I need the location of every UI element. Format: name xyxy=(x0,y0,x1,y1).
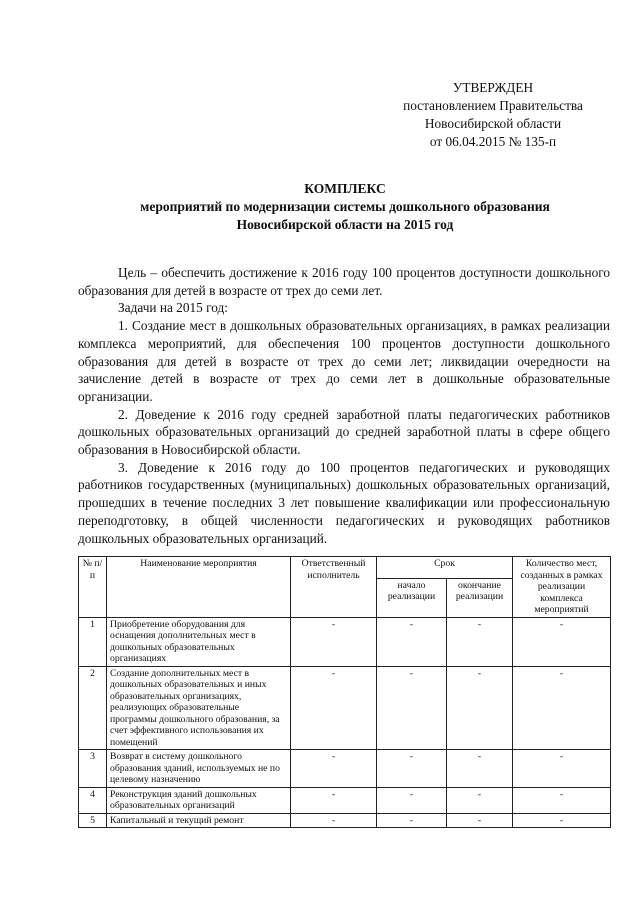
row-responsible: - xyxy=(291,750,377,788)
document-title xyxy=(60,180,630,234)
row-name: Возврат в систему дошкольного образования зданий, используемых не по целевому назначению xyxy=(107,750,291,788)
row-name: Реконструкция зданий дошкольных образовательных организаций xyxy=(107,787,291,813)
approval-stamp xyxy=(378,79,608,151)
approval-line: Новосибирской области xyxy=(424,116,562,131)
table-row xyxy=(79,750,611,788)
header-start: начало реализации xyxy=(377,578,447,617)
task-paragraph: 1. Создание мест в дошкольных образовательных организациях, в рамках реализации комплекса мероприятий, для обеспечения 100 процентов доступности дошкольного образования для детей в возрасте от трех до семи лет; ликвидации очередности на зачисление детей в возрасте от трех до семи лет в дошкольные образовательные организации. xyxy=(78,318,610,404)
approval-line: УТВЕРЖДЕН xyxy=(452,80,534,95)
row-count: - xyxy=(513,750,611,788)
row-end: - xyxy=(447,813,513,828)
row-responsible: - xyxy=(291,666,377,750)
row-name: Приобретение оборудования для оснащения дополнительных мест в дошкольных образовательных организациях xyxy=(107,617,291,666)
row-num: 4 xyxy=(79,787,107,813)
row-responsible: - xyxy=(291,617,377,666)
row-num: 5 xyxy=(79,813,107,828)
title-subtitle: мероприятий по модернизации системы дошкольного образования xyxy=(140,199,550,214)
row-count: - xyxy=(513,617,611,666)
row-num: 1 xyxy=(79,617,107,666)
row-start: - xyxy=(377,787,447,813)
table-row xyxy=(79,666,611,750)
task-paragraph: 2. Доведение к 2016 году средней заработной платы педагогических работников дошкольных образовательных организаций до средней заработной платы в сфере общего образования в Новосибирской области. xyxy=(78,406,610,458)
header-count: Количество мест, созданных в рамках реализации комплекса мероприятий xyxy=(513,557,611,618)
row-count: - xyxy=(513,666,611,750)
tasks-heading: Задачи на 2015 год: xyxy=(118,300,228,316)
row-end: - xyxy=(447,787,513,813)
row-end: - xyxy=(447,617,513,666)
row-start: - xyxy=(377,813,447,828)
document-body xyxy=(78,264,610,547)
goal-paragraph: Цель – обеспечить достижение к 2016 году 100 процентов доступности дошкольного образования для детей в возрасте от трех до семи лет. xyxy=(78,265,610,298)
task-paragraph: 3. Доведение к 2016 году до 100 процентов педагогических и руководящих работников государственных (муниципальных) дошкольных образовательных организаций, прошедших в течение последних 3 лет повышение квалификации или профессиональную переподготовку, в общей численности педагогических и руководящих работников дошкольных образовательных организаций. xyxy=(78,459,610,546)
row-responsible: - xyxy=(291,813,377,828)
row-responsible: - xyxy=(291,787,377,813)
row-end: - xyxy=(447,750,513,788)
header-responsible: Ответственный исполнитель xyxy=(291,557,377,618)
approval-line: постановлением Правительства xyxy=(403,98,583,113)
row-num: 2 xyxy=(79,666,107,750)
approval-line: от 06.04.2015 № 135-п xyxy=(429,134,557,149)
row-name: Создание дополнительных мест в дошкольных образовательных и иных образовательных организациях, реализующих образовательные программы дошкольного образования, за счет эффективного использования их помещений xyxy=(107,666,291,750)
row-count: - xyxy=(513,787,611,813)
table-header-row xyxy=(79,557,611,579)
row-num: 3 xyxy=(79,750,107,788)
header-name: Наименование мероприятия xyxy=(107,557,291,618)
header-num: № п/п xyxy=(79,557,107,618)
row-name: Капитальный и текущий ремонт xyxy=(107,813,291,828)
title-subtitle-2: Новосибирской области на 2015 год xyxy=(236,217,454,232)
table-row xyxy=(79,813,611,828)
row-start: - xyxy=(377,617,447,666)
table-row xyxy=(79,787,611,813)
row-start: - xyxy=(377,666,447,750)
row-end: - xyxy=(447,666,513,750)
header-end: окончание реализации xyxy=(447,578,513,617)
title-main: КОМПЛЕКС xyxy=(304,181,386,196)
row-count: - xyxy=(513,813,611,828)
measures-table xyxy=(78,556,611,828)
header-term: Срок xyxy=(377,557,513,579)
row-start: - xyxy=(377,750,447,788)
table-row xyxy=(79,617,611,666)
